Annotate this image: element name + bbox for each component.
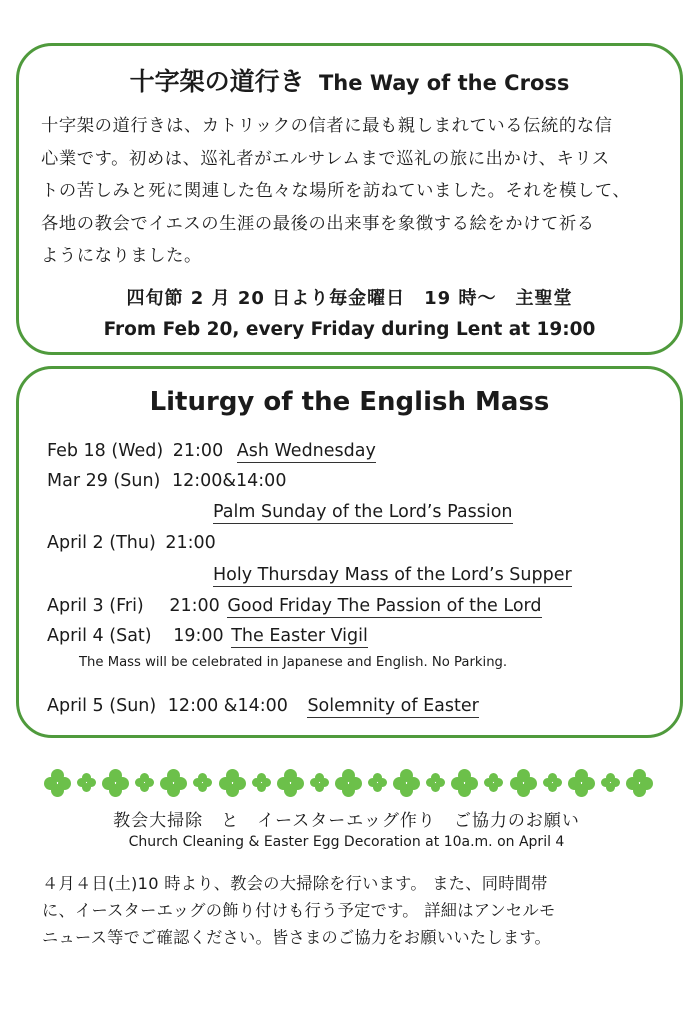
clover-icon bbox=[277, 769, 305, 797]
mass-row bbox=[47, 626, 368, 646]
mass-row bbox=[47, 596, 542, 616]
clover-icon bbox=[368, 773, 388, 793]
clover-divider bbox=[44, 768, 654, 798]
clover-icon bbox=[193, 773, 213, 793]
mass-row bbox=[47, 533, 216, 553]
mass-note: The Mass will be celebrated in Japanese and English. No Parking. bbox=[79, 655, 508, 670]
clover-icon bbox=[626, 769, 654, 797]
paragraph-line: に、イースターエッグの飾り付けも行う予定です。 詳細はアンセルモ bbox=[42, 901, 556, 920]
clover-icon bbox=[510, 769, 538, 797]
paragraph-line: 十字架の道行きは、カトリックの信者に最も親しまれている伝統的な信 bbox=[41, 116, 613, 136]
clover-icon bbox=[601, 773, 621, 793]
mass-event-row bbox=[213, 502, 513, 522]
mass-date: April 2 (Thu) bbox=[47, 533, 156, 553]
mass-time: 12:00 &14:00 bbox=[167, 696, 288, 716]
clover-icon bbox=[335, 769, 363, 797]
mass-date: Feb 18 (Wed) bbox=[47, 441, 164, 461]
paragraph-line: 心業です。初めは、巡礼者がエルサレムまで巡礼の旅に出かけ、キリス bbox=[41, 148, 610, 169]
mass-event: Palm Sunday of the Lord’s Passion bbox=[213, 502, 513, 522]
mass-date: Mar 29 (Sun) bbox=[47, 471, 161, 491]
title-jp: 十字架の道行き bbox=[129, 67, 305, 96]
mass-date: April 4 (Sat) bbox=[47, 626, 152, 646]
way-of-cross-description bbox=[41, 110, 665, 273]
schedule-jp: 四旬節 2 月 20 日より毎金曜日 19 時～ 主聖堂 bbox=[126, 288, 573, 309]
mass-event: Good Friday The Passion of the Lord bbox=[227, 596, 542, 616]
clover-icon bbox=[135, 773, 155, 793]
mass-row bbox=[47, 696, 479, 716]
clover-icon bbox=[484, 773, 504, 793]
mass-event: Ash Wednesday bbox=[236, 441, 376, 461]
mass-row bbox=[47, 441, 376, 461]
cleaning-title-jp: 教会大掃除 と イースターエッグ作り ご協力のお願い bbox=[113, 811, 580, 831]
clover-icon bbox=[310, 773, 330, 793]
clover-icon bbox=[543, 773, 563, 793]
clover-icon bbox=[102, 769, 130, 797]
mass-event: The Easter Vigil bbox=[231, 626, 368, 646]
mass-event: Holy Thursday Mass of the Lord’s Supper bbox=[213, 565, 572, 585]
clover-icon bbox=[77, 773, 97, 793]
clover-icon bbox=[44, 769, 72, 797]
clover-icon bbox=[219, 769, 247, 797]
way-of-cross-title bbox=[19, 62, 680, 98]
cleaning-description bbox=[42, 870, 662, 951]
cleaning-title-en: Church Cleaning & Easter Egg Decoration at 10a.m. on April 4 bbox=[128, 834, 565, 850]
clover-icon bbox=[426, 773, 446, 793]
title-en: The Way of the Cross bbox=[318, 71, 570, 95]
schedule-en: From Feb 20, every Friday during Lent at 19:00 bbox=[103, 319, 596, 340]
clover-icon bbox=[160, 769, 188, 797]
clover-icon bbox=[451, 769, 479, 797]
mass-time: 19:00 bbox=[173, 626, 224, 646]
mass-time: 21:00 bbox=[169, 596, 220, 616]
mass-event: Solemnity of Easter bbox=[307, 696, 479, 716]
mass-date: April 5 (Sun) bbox=[47, 696, 157, 716]
clover-icon bbox=[568, 769, 596, 797]
mass-time: 12:00&14:00 bbox=[171, 471, 287, 491]
paragraph-line: 各地の教会でイエスの生涯の最後の出来事を象徴する絵をかけて祈る bbox=[41, 213, 595, 234]
way-of-cross-box bbox=[16, 43, 683, 355]
paragraph-line: ようになりました。 bbox=[41, 246, 202, 266]
english-mass-title: Liturgy of the English Mass bbox=[149, 387, 550, 417]
mass-event-row bbox=[213, 565, 572, 585]
clover-icon bbox=[393, 769, 421, 797]
english-mass-box bbox=[16, 366, 683, 738]
paragraph-line: トの苦しみと死に関連した色々な場所を訪ねていました。それを模して、 bbox=[41, 181, 631, 201]
mass-row bbox=[47, 471, 286, 491]
paragraph-line: ニュース等でご確認ください。皆さまのご協力をお願いいたします。 bbox=[42, 928, 552, 947]
mass-date: April 3 (Fri) bbox=[47, 596, 144, 616]
paragraph-line: ４月４日(土)10 時より、教会の大掃除を行います。 また、同時間帯 bbox=[42, 874, 548, 893]
mass-time: 21:00 bbox=[165, 533, 216, 553]
clover-icon bbox=[252, 773, 272, 793]
mass-time: 21:00 bbox=[172, 441, 224, 461]
